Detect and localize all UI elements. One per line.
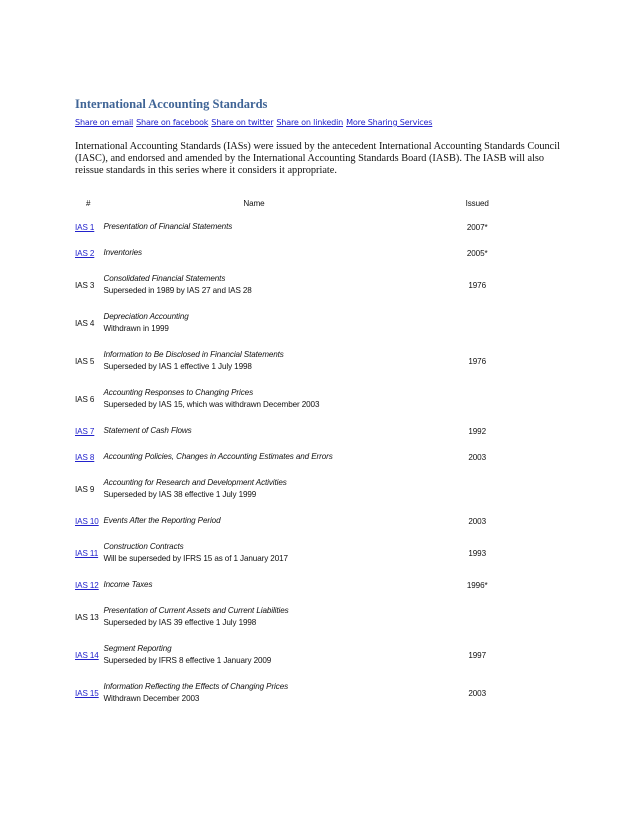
issued-year: 2007*: [466, 222, 488, 232]
table-row: [75, 240, 550, 266]
standard-name: Accounting for Research and Development Activities: [103, 478, 287, 487]
standard-status-note: Withdrawn December 2003: [103, 694, 200, 703]
share-linkedin-link[interactable]: Share on linkedin: [276, 117, 344, 127]
standard-number-link[interactable]: IAS 10: [75, 516, 99, 526]
standard-number-link[interactable]: IAS 11: [75, 548, 99, 558]
standard-number-link[interactable]: IAS 12: [75, 580, 99, 590]
table-row: [75, 266, 550, 304]
standard-name-cell: [102, 240, 405, 266]
standard-name-cell: [102, 342, 405, 380]
standard-name: Information to Be Disclosed in Financial Statements: [103, 350, 284, 359]
standard-number-cell: [75, 418, 102, 444]
standard-number-link[interactable]: IAS 2: [75, 248, 95, 258]
standard-name-cell: [102, 534, 405, 572]
standards-table: [75, 192, 550, 712]
standard-name: Consolidated Financial Statements: [103, 274, 226, 283]
table-row: [75, 636, 550, 674]
standard-status-note: Superseded by IAS 1 effective 1 July 1998: [103, 362, 252, 371]
standard-status-note: Withdrawn in 1999: [103, 324, 169, 333]
table-row: [75, 342, 550, 380]
share-facebook-link[interactable]: Share on facebook: [136, 117, 209, 127]
col-header-name: Name: [243, 198, 265, 208]
standard-name-cell: [102, 470, 405, 508]
standard-name-cell: [102, 508, 405, 534]
standard-number-cell: [75, 470, 102, 508]
standard-name-cell: [102, 674, 405, 712]
issued-year: 1992: [468, 426, 486, 436]
standard-name: Events After the Reporting Period: [103, 516, 221, 525]
intro-paragraph: International Accounting Standards (IASs) were issued by the antecedent International Accounting Standards Council (IASC), and endorsed and amended by the International Accounting Standards Board (IASB). The IASB will also reissue standards in this series where it considers it appropriate.: [75, 141, 560, 176]
issued-year: 2005*: [466, 248, 488, 258]
table-row: [75, 380, 550, 418]
standard-name: Presentation of Current Assets and Current Liabilities: [103, 606, 289, 615]
col-header-number: #: [86, 198, 91, 208]
standard-number-cell: [75, 304, 102, 342]
standard-number-cell: [75, 598, 102, 636]
standard-status-note: Superseded in 1989 by IAS 27 and IAS 28: [103, 286, 252, 295]
table-row: [75, 418, 550, 444]
standard-name-cell: [102, 214, 405, 240]
standard-number-cell: [75, 266, 102, 304]
standard-name: Inventories: [103, 248, 142, 257]
standard-number-cell: [75, 342, 102, 380]
standard-number: IAS 13: [75, 612, 99, 622]
page-title: International Accounting Standards: [75, 97, 268, 111]
table-row: [75, 470, 550, 508]
table-row: [75, 674, 550, 712]
standard-name: Accounting Policies, Changes in Accounting Estimates and Errors: [103, 452, 333, 461]
share-bar: [75, 117, 435, 127]
standard-name-cell: [102, 380, 405, 418]
standard-number: IAS 4: [75, 318, 95, 328]
standard-number: IAS 6: [75, 394, 95, 404]
standard-number-cell: [75, 444, 102, 470]
issued-year: [404, 470, 550, 508]
standard-name-cell: [102, 304, 405, 342]
standard-number-cell: [75, 572, 102, 598]
standard-status-note: Superseded by IFRS 8 effective 1 January 2009: [103, 656, 272, 665]
standard-name-cell: [102, 598, 405, 636]
issued-year: 1976: [468, 356, 486, 366]
table-body: [75, 214, 550, 712]
standard-number-link[interactable]: IAS 7: [75, 426, 95, 436]
table-header-row: [75, 192, 550, 214]
issued-year: 2003: [468, 516, 486, 526]
standard-number: IAS 5: [75, 356, 95, 366]
table-row: [75, 508, 550, 534]
standard-name: Segment Reporting: [103, 644, 172, 653]
standard-name: Construction Contracts: [103, 542, 184, 551]
standard-name: Depreciation Accounting: [103, 312, 189, 321]
issued-year: 1993: [468, 548, 486, 558]
table-row: [75, 304, 550, 342]
standard-name-cell: [102, 636, 405, 674]
standard-number-cell: [75, 214, 102, 240]
standard-name-cell: [102, 418, 405, 444]
share-twitter-link[interactable]: Share on twitter: [211, 117, 274, 127]
standard-status-note: Superseded by IAS 38 effective 1 July 1999: [103, 490, 257, 499]
standard-number: IAS 3: [75, 280, 95, 290]
standard-status-note: Superseded by IAS 39 effective 1 July 1998: [103, 618, 257, 627]
standard-number-cell: [75, 240, 102, 266]
standard-name-cell: [102, 572, 405, 598]
standard-status-note: Will be superseded by IFRS 15 as of 1 January 2017: [103, 554, 288, 563]
table-row: [75, 572, 550, 598]
issued-year: 2003: [468, 452, 486, 462]
issued-year: [404, 598, 550, 636]
issued-year: 1997: [468, 650, 486, 660]
standard-status-note: Superseded by IAS 15, which was withdrawn December 2003: [103, 400, 320, 409]
table-row: [75, 598, 550, 636]
standard-number-link[interactable]: IAS 14: [75, 650, 99, 660]
standard-name: Income Taxes: [103, 580, 153, 589]
standard-number: IAS 9: [75, 484, 95, 494]
standard-number-cell: [75, 674, 102, 712]
more-sharing-link[interactable]: More Sharing Services: [346, 117, 433, 127]
issued-year: [404, 380, 550, 418]
standard-name: Information Reflecting the Effects of Changing Prices: [103, 682, 289, 691]
issued-year: [404, 304, 550, 342]
col-header-issued: Issued: [465, 198, 489, 208]
table-row: [75, 444, 550, 470]
issued-year: 1996*: [466, 580, 488, 590]
standard-number-link[interactable]: IAS 1: [75, 222, 95, 232]
standard-name-cell: [102, 266, 405, 304]
table-row: [75, 214, 550, 240]
standard-name: Statement of Cash Flows: [103, 426, 192, 435]
standard-number-cell: [75, 534, 102, 572]
standard-number-cell: [75, 508, 102, 534]
standard-name: Accounting Responses to Changing Prices: [103, 388, 254, 397]
issued-year: 2003: [468, 688, 486, 698]
standard-number-cell: [75, 636, 102, 674]
standard-number-cell: [75, 380, 102, 418]
share-email-link[interactable]: Share on email: [75, 117, 134, 127]
standard-name: Presentation of Financial Statements: [103, 222, 233, 231]
issued-year: 1976: [468, 280, 486, 290]
table-row: [75, 534, 550, 572]
standard-name-cell: [102, 444, 405, 470]
standard-number-link[interactable]: IAS 8: [75, 452, 95, 462]
standard-number-link[interactable]: IAS 15: [75, 688, 99, 698]
